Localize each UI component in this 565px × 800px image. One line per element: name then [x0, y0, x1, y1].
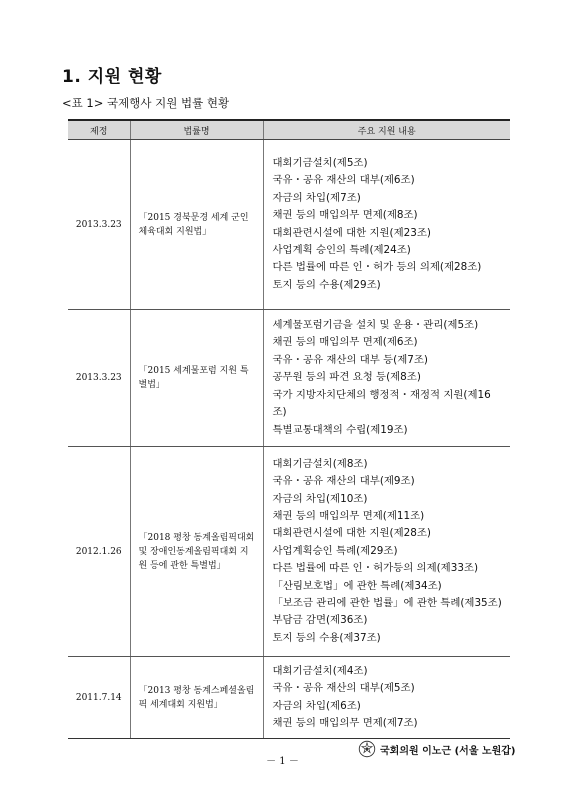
footer-author: 국회의원 이노근 (서울 노원갑)	[380, 746, 516, 757]
support-item: 자금의 차입(제7조)	[272, 191, 361, 204]
support-item: 채권 등의 매입의무 면제(제11조)	[272, 509, 425, 522]
support-item: 대회관련시설에 대한 지원(제28조)	[272, 527, 431, 540]
header-law-name: 법률명	[130, 120, 263, 140]
law-name-cell: 「2015 세계물포럼 지원 특별법」	[130, 310, 263, 447]
support-item: 「산림보호법」에 관한 특례(제34조)	[272, 579, 442, 592]
enactment-date-cell: 2013.3.23	[68, 310, 130, 447]
support-items-list	[273, 155, 505, 294]
support-item: 자금의 차입(제10조)	[272, 492, 368, 505]
support-item: 채권 등의 매입의무 면제(제8조)	[272, 209, 418, 222]
header-main-support: 주요 지원 내용	[263, 120, 510, 140]
section-title: 1. 지원 현황	[62, 67, 162, 87]
law-name-cell: 「2018 평창 동계올림픽대회 및 장애인동계올림픽대회 지원 등에 관한 특별법」	[130, 447, 263, 657]
support-items-cell	[263, 310, 510, 447]
law-support-table	[68, 119, 510, 739]
support-item: 대회관련시설에 대한 지원(제23조)	[272, 226, 431, 239]
table-row	[68, 140, 510, 310]
support-item: 특별교통대책의 수립(제19조)	[272, 423, 408, 436]
support-items-cell	[263, 447, 510, 657]
support-items-list	[273, 456, 505, 647]
enactment-date-cell: 2012.1.26	[68, 447, 130, 657]
support-items-cell	[263, 140, 510, 310]
page-number: － 1 －	[266, 756, 299, 767]
table-row	[68, 657, 510, 739]
support-item: 사업계획 승인의 특례(제24조)	[272, 243, 411, 256]
law-name-cell: 「2015 경북문경 세계 군인체육대회 지원법」	[130, 140, 263, 310]
support-items-list	[273, 663, 505, 733]
support-item: 자금의 차입(제6조)	[272, 699, 361, 712]
header-enactment-date: 제정	[68, 120, 130, 140]
support-items-list	[273, 317, 505, 439]
support-item: 대회기금설치(제4조)	[272, 664, 368, 677]
support-item: 토지 등의 수용(제29조)	[272, 278, 381, 291]
support-item: 국유・공유 재산의 대부(제9조)	[272, 475, 415, 488]
support-item: 국가 지방자치단체의 행정적・재정적 지원(제16조)	[272, 388, 491, 419]
support-item: 토지 등의 수용(제37조)	[272, 631, 381, 644]
support-item: 사업계획승인 특례(제29조)	[272, 544, 398, 557]
enactment-date-cell: 2013.3.23	[68, 140, 130, 310]
support-item: 대회기금설치(제5조)	[272, 156, 368, 169]
support-item: 「보조금 관리에 관한 법률」에 관한 특례(제35조)	[272, 597, 502, 610]
support-item: 국유・공유 재산의 대부(제6조)	[272, 174, 415, 187]
law-name-cell: 「2013 평창 동계스페셜올림픽 세계대회 지원법」	[130, 657, 263, 739]
support-items-cell	[263, 657, 510, 739]
support-item: 다른 법률에 따른 인・허가 등의 의제(제28조)	[272, 261, 482, 274]
table-header-row	[68, 120, 510, 140]
support-item: 국유・공유 재산의 대부(제5조)	[272, 682, 415, 695]
table-row	[68, 447, 510, 657]
support-item: 부담금 감면(제36조)	[272, 614, 368, 627]
table-caption: <표 1> 국제행사 지원 법률 현황	[62, 96, 230, 110]
support-item: 채권 등의 매입의무 면제(제6조)	[272, 336, 418, 349]
support-item: 다른 법률에 따른 인・허가등의 의제(제33조)	[272, 562, 479, 575]
support-item: 국유・공유 재산의 대부 등(제7조)	[272, 353, 428, 366]
table-row	[68, 310, 510, 447]
support-item: 세계물포럼기금을 설치 및 운용・관리(제5조)	[272, 319, 479, 332]
support-item: 대회기금설치(제8조)	[272, 457, 368, 470]
enactment-date-cell: 2011.7.14	[68, 657, 130, 739]
support-item: 채권 등의 매입의무 면제(제7조)	[272, 716, 418, 729]
support-item: 공무원 등의 파견 요청 등(제8조)	[272, 371, 421, 384]
